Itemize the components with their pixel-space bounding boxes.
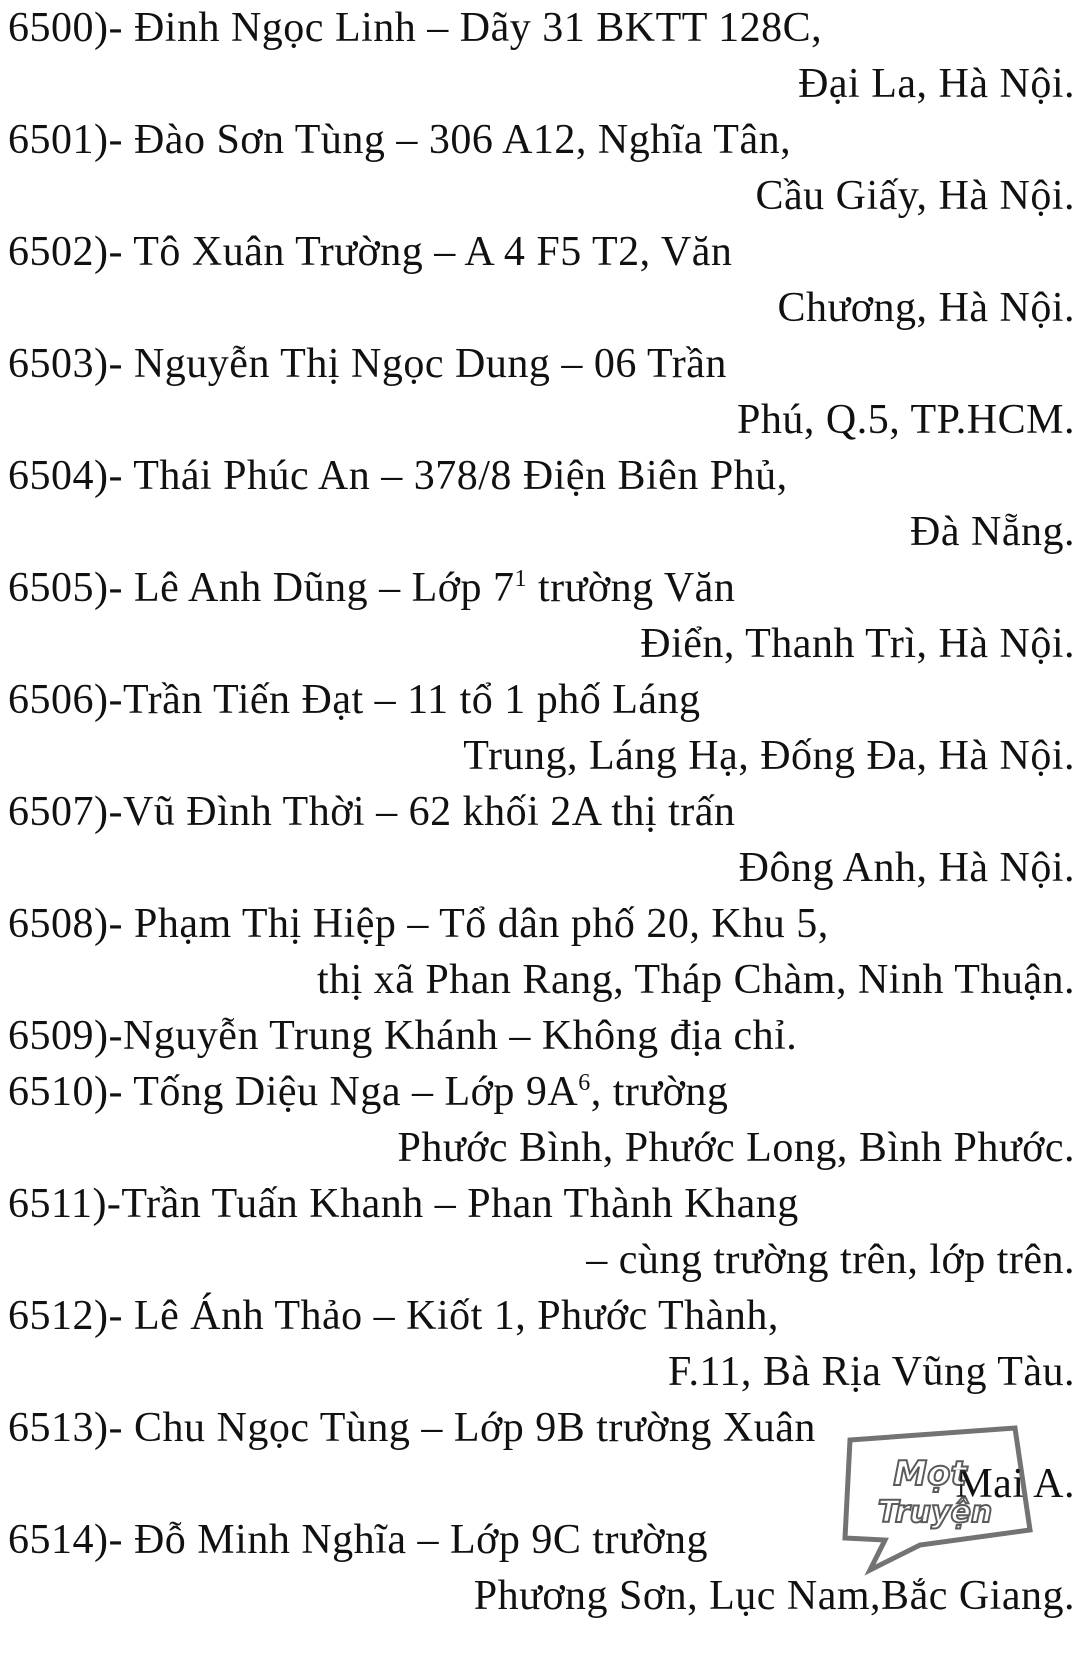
entry-continuation-line: Cầu Giấy, Hà Nội. xyxy=(755,173,1075,219)
address-entry xyxy=(0,112,1079,224)
entry-continuation-line: Đại La, Hà Nội. xyxy=(798,61,1075,107)
entry-first-line: 6506)-Trần Tiến Đạt – 11 tổ 1 phố Láng xyxy=(8,677,701,723)
address-entry xyxy=(0,224,1079,336)
address-entry xyxy=(0,896,1079,1008)
address-entry xyxy=(0,0,1079,112)
entry-first-line: 6501)- Đào Sơn Tùng – 306 A12, Nghĩa Tân, xyxy=(8,117,792,163)
entry-continuation-line: Phú, Q.5, TP.HCM. xyxy=(737,397,1075,443)
watermark-logo xyxy=(830,1420,1040,1580)
entry-continuation-line: Chương, Hà Nội. xyxy=(777,285,1075,331)
entry-continuation-line: F.11, Bà Rịa Vũng Tàu. xyxy=(667,1349,1075,1395)
entry-first-line: 6508)- Phạm Thị Hiệp – Tổ dân phố 20, Khu 5, xyxy=(8,901,829,947)
address-entry xyxy=(0,1288,1079,1400)
address-entry xyxy=(0,1176,1079,1288)
entry-continuation-line: Phương Sơn, Lục Nam,Bắc Giang. xyxy=(473,1573,1075,1619)
address-entry xyxy=(0,448,1079,560)
address-entry xyxy=(0,672,1079,784)
watermark-text-2: Truyện xyxy=(877,1495,993,1530)
address-entry xyxy=(0,336,1079,448)
address-entry xyxy=(0,1064,1079,1176)
entry-first-line: 6503)- Nguyễn Thị Ngọc Dung – 06 Trần xyxy=(8,341,727,387)
entry-first-line: 6509)-Nguyễn Trung Khánh – Không địa chỉ. xyxy=(8,1013,798,1059)
entry-first-line: 6512)- Lê Ánh Thảo – Kiốt 1, Phước Thành, xyxy=(8,1293,779,1339)
entry-continuation-line: Phước Bình, Phước Long, Bình Phước. xyxy=(397,1125,1075,1171)
entry-first-line: 6507)-Vũ Đình Thời – 62 khối 2A thị trấn xyxy=(8,789,736,835)
entry-continuation-line: Đông Anh, Hà Nội. xyxy=(738,845,1075,891)
address-entry xyxy=(0,784,1079,896)
address-entry xyxy=(0,560,1079,672)
superscript: 6 xyxy=(578,1070,591,1096)
entry-continuation-line: Đà Nẵng. xyxy=(910,509,1075,555)
entry-continuation-line: thị xã Phan Rang, Tháp Chàm, Ninh Thuận. xyxy=(316,957,1075,1003)
entry-continuation-line: Mai A. xyxy=(955,1461,1075,1507)
entry-first-line: 6511)-Trần Tuấn Khanh – Phan Thành Khang xyxy=(8,1181,799,1227)
watermark-text-1: Mọt xyxy=(893,1454,967,1494)
entry-first-line: 6504)- Thái Phúc An – 378/8 Điện Biên Phủ, xyxy=(8,453,788,499)
entry-continuation-line: Điển, Thanh Trì, Hà Nội. xyxy=(640,621,1075,667)
entry-first-line: 6505)- Lê Anh Dũng – Lớp $7^1$ trường Văn xyxy=(8,565,736,611)
entry-continuation-line: – cùng trường trên, lớp trên. xyxy=(586,1237,1075,1283)
entry-first-line: 6513)- Chu Ngọc Tùng – Lớp 9B trường Xuân xyxy=(8,1405,816,1451)
entry-first-line: 6510)- Tống Diệu Nga – Lớp $9A^6$, trường xyxy=(8,1069,729,1115)
superscript: 1 xyxy=(514,566,527,592)
entry-first-line: 6500)- Đinh Ngọc Linh – Dãy 31 BKTT 128C, xyxy=(8,5,823,51)
entry-first-line: 6502)- Tô Xuân Trường – A 4 F5 T2, Văn xyxy=(8,229,733,275)
address-entry xyxy=(0,1008,1079,1064)
entry-continuation-line: Trung, Láng Hạ, Đống Đa, Hà Nội. xyxy=(463,733,1075,779)
entry-first-line: 6514)- Đỗ Minh Nghĩa – Lớp 9C trường xyxy=(8,1517,708,1563)
